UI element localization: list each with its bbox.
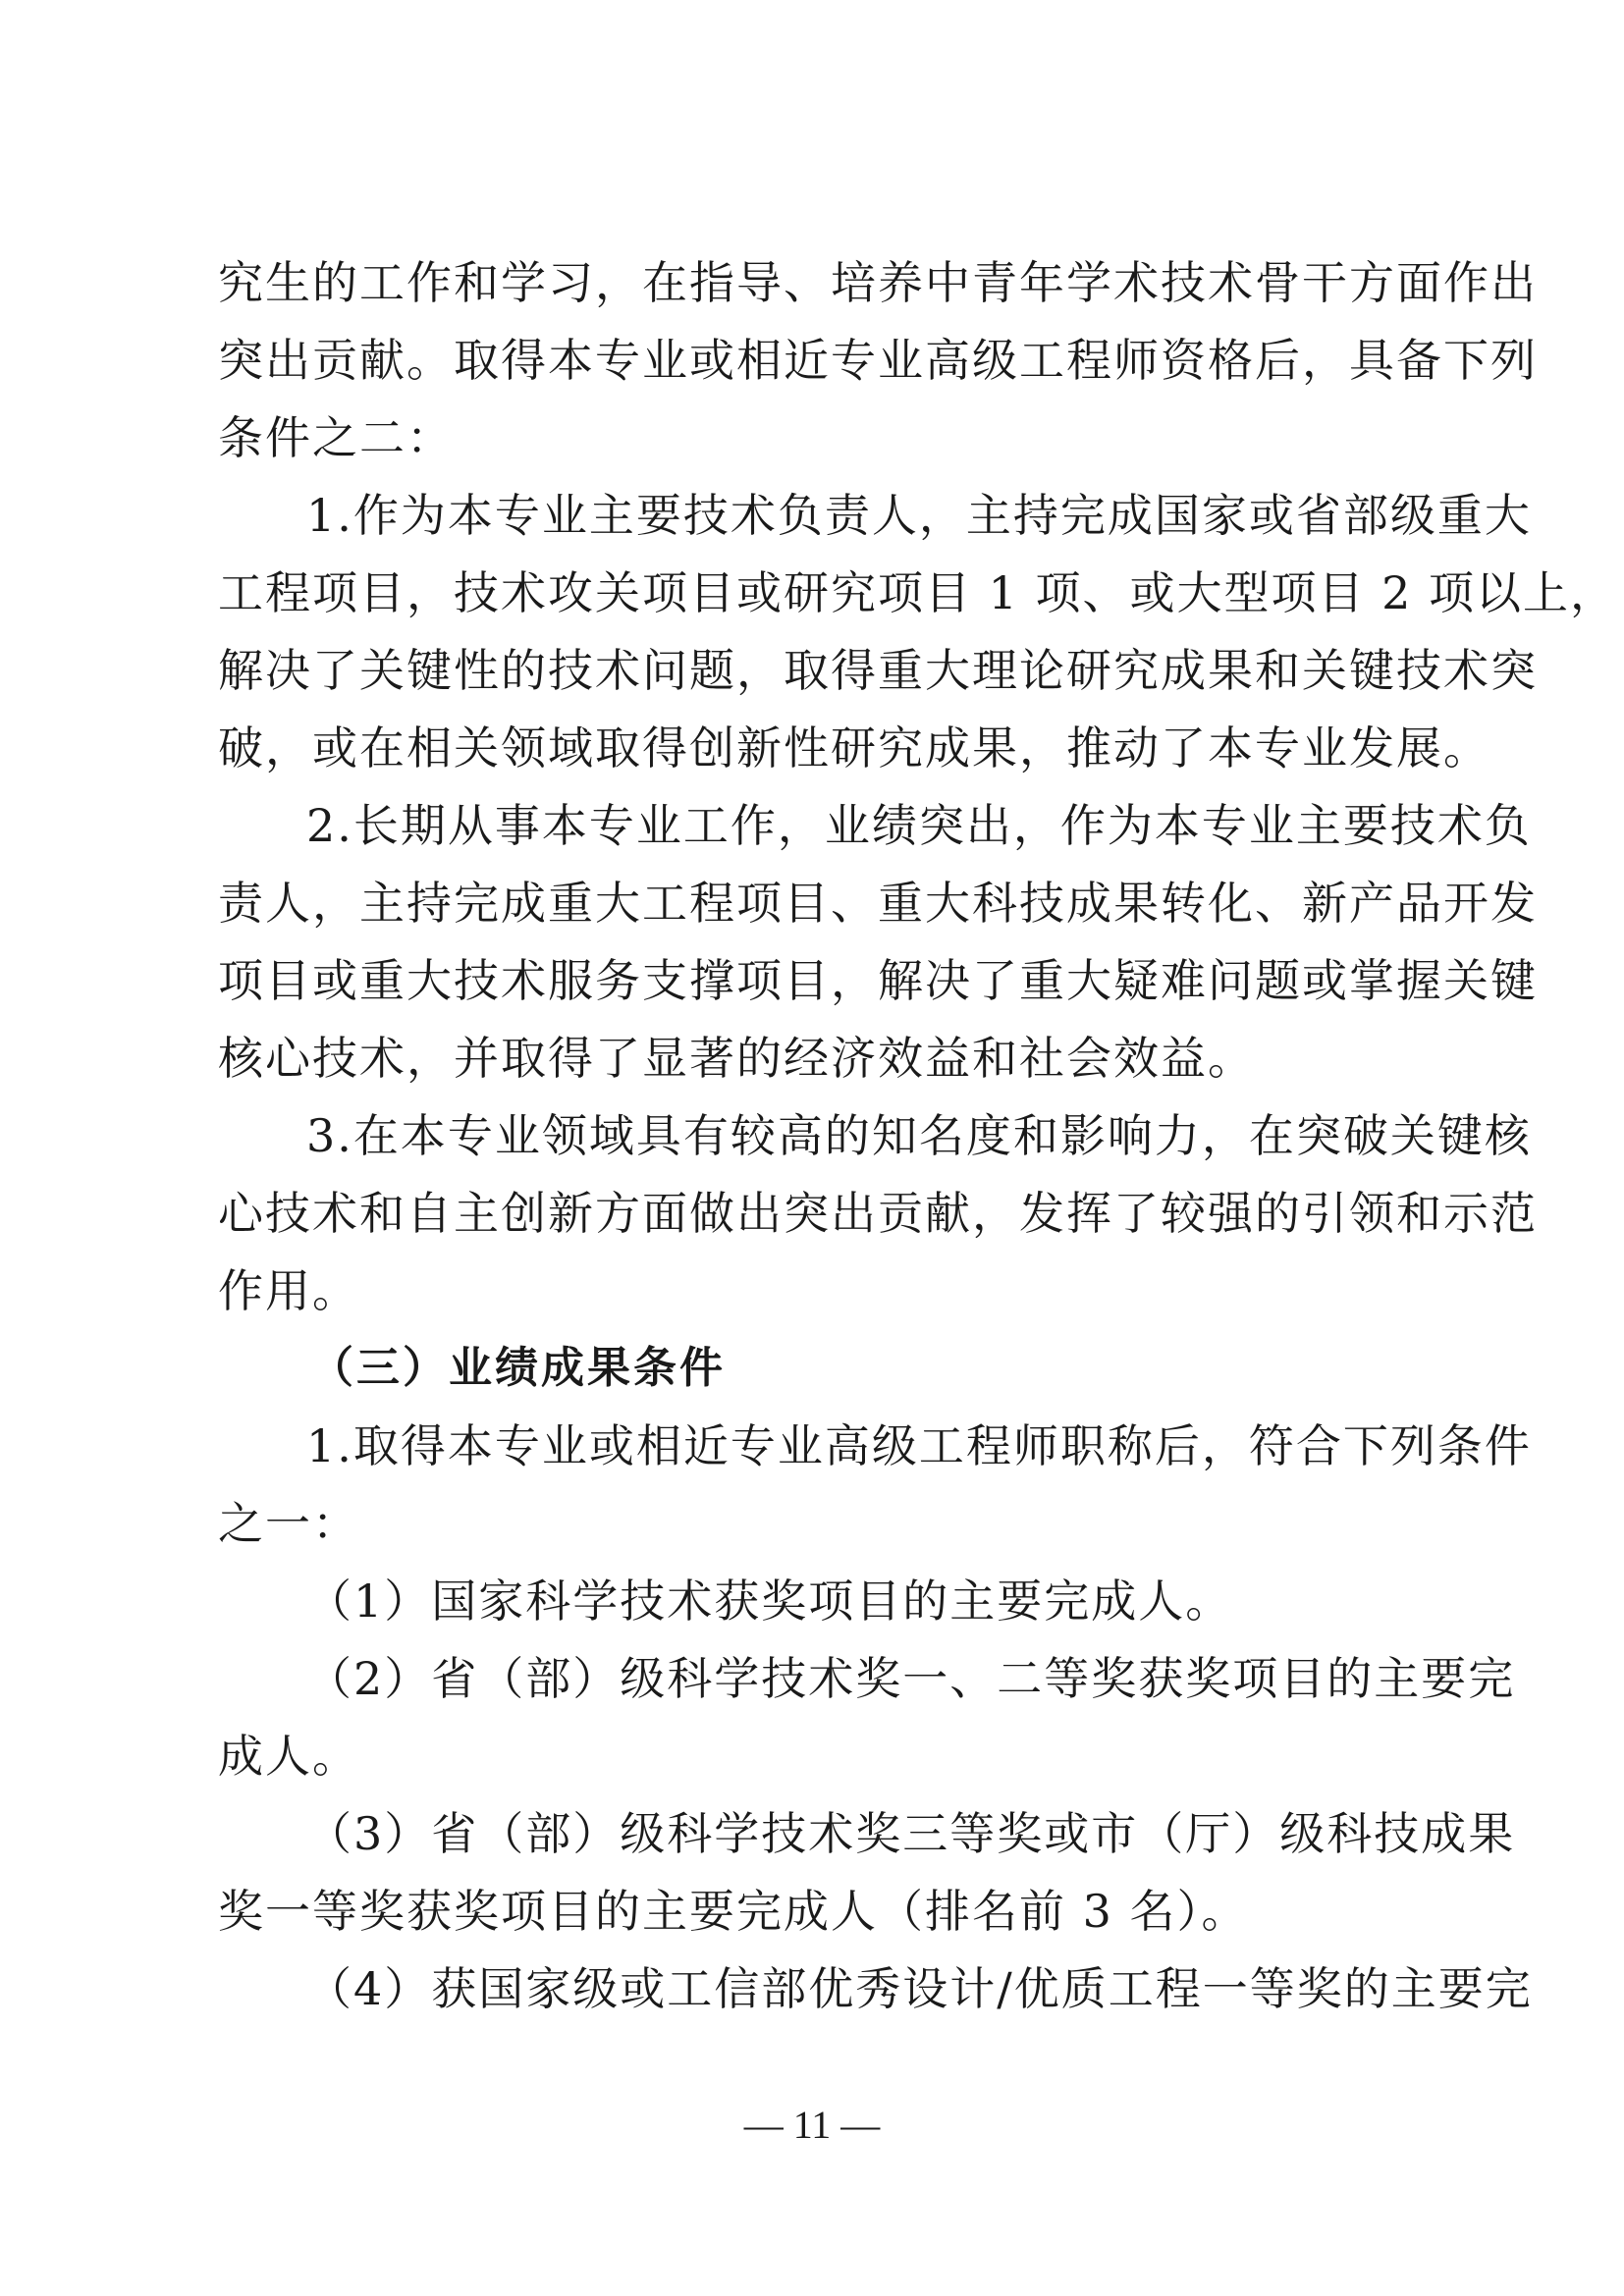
list-item: （1）国家科学技术获奖项目的主要完成人。 — [306, 1575, 1233, 1628]
page-number: — 11 — — [743, 2103, 881, 2147]
body-line: 责人，主持完成重大工程项目、重大科技成果转化、新产品开发 — [218, 877, 1538, 930]
body-line: 作用。 — [218, 1264, 359, 1317]
body-line: 破，或在相关领域取得创新性研究成果，推动了本专业发展。 — [218, 721, 1490, 774]
body-line: 心技术和自主创新方面做出突出贡献，发挥了较强的引领和示范 — [218, 1187, 1538, 1240]
list-item: （4）获国家级或工信部优秀设计/优质工程一等奖的主要完 — [306, 1962, 1533, 2015]
section-heading: （三）业绩成果条件 — [310, 1343, 726, 1393]
body-line: 工程项目，技术攻关项目或研究项目 1 项、或大型项目 2 项以上， — [218, 566, 1618, 619]
body-line: 之一： — [218, 1497, 359, 1550]
body-line: 项目或重大技术服务支撑项目，解决了重大疑难问题或掌握关键 — [218, 954, 1538, 1007]
body-line: 究生的工作和学习，在指导、培养中青年学术技术骨干方面作出 — [218, 256, 1538, 309]
body-line: 条件之二： — [218, 411, 454, 464]
body-line: 3.在本专业领域具有较高的知名度和影响力，在突破关键核 — [306, 1109, 1532, 1162]
list-item: （2）省（部）级科学技术奖一、二等奖获奖项目的主要完 — [306, 1652, 1516, 1705]
body-line: 1.作为本专业主要技术负责人，主持完成国家或省部级重大 — [306, 489, 1532, 542]
body-line: 2.长期从事本专业工作，业绩突出，作为本专业主要技术负 — [306, 799, 1532, 852]
body-line: 奖一等奖获奖项目的主要完成人（排名前 3 名）。 — [218, 1885, 1249, 1938]
body-line: 1.取得本专业或相近专业高级工程师职称后，符合下列条件 — [306, 1419, 1532, 1472]
list-item: （3）省（部）级科学技术奖三等奖或市（厅）级科技成果 — [306, 1807, 1516, 1860]
body-line: 解决了关键性的技术问题，取得重大理论研究成果和关键技术突 — [218, 644, 1538, 697]
body-line: 成人。 — [218, 1730, 359, 1783]
body-line: 突出贡献。取得本专业或相近专业高级工程师资格后，具备下列 — [218, 334, 1538, 387]
body-line: 核心技术，并取得了显著的经济效益和社会效益。 — [218, 1032, 1255, 1085]
